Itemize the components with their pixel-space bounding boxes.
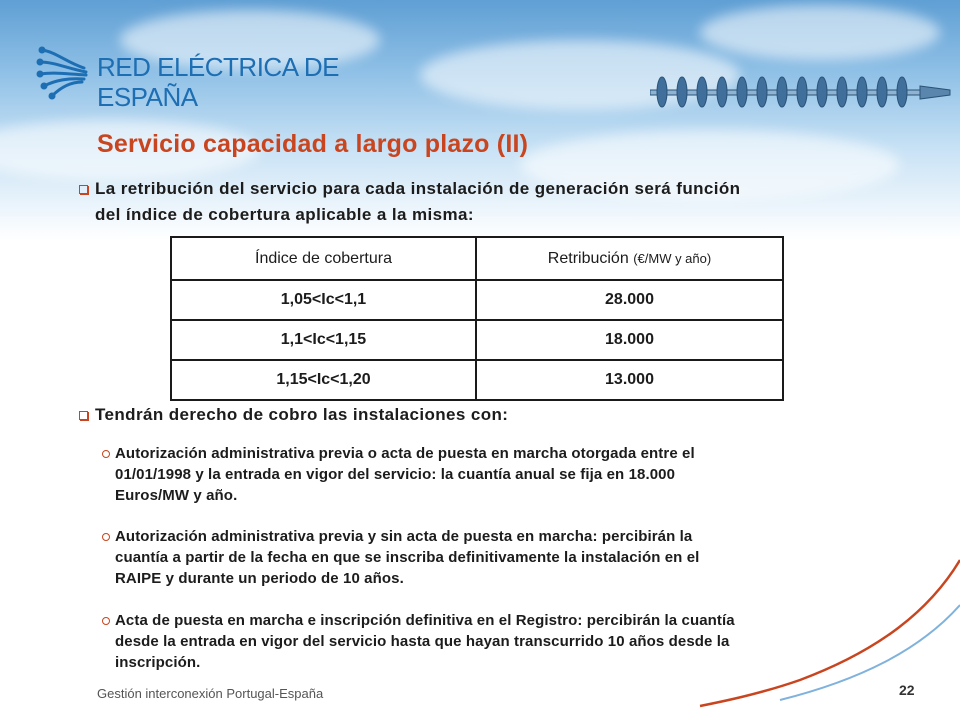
item-3-line-1: Acta de puesta en marcha e inscripción definitiva en el Registro: percibirán la cuantía: [115, 612, 735, 629]
intro-line-1: La retribución del servicio para cada instalación de generación será función: [95, 179, 741, 198]
item-1-line-2: 01/01/1998 y la entrada en vigor del servicio: la cuantía anual se fija en 18.000: [115, 466, 676, 483]
coverage-table: [170, 236, 784, 401]
footer-label: Gestión interconexión Portugal-España: [97, 686, 324, 701]
brand-line-2: ESPAÑA: [97, 82, 198, 112]
item-2-line-1: Autorización administrativa previa y sin acta de puesta en marcha: percibirán la: [115, 528, 693, 545]
ring-bullet-icon: [102, 450, 110, 458]
list-item: [115, 443, 845, 506]
item-1-line-3: Euros/MW y año.: [115, 487, 238, 504]
square-bullet-icon: [79, 185, 88, 194]
page-number: 22: [899, 682, 915, 698]
cell-value: 28.000: [476, 280, 783, 320]
brand-name: [97, 52, 387, 112]
slide-title: Servicio capacidad a largo plazo (II): [97, 130, 529, 158]
list-item: [115, 526, 845, 589]
cell-value: 13.000: [476, 360, 783, 400]
intro-bullet: [95, 176, 875, 228]
cell-index: 1,05<Ic<1,1: [171, 280, 476, 320]
table-row: [171, 320, 783, 360]
table-header-row: [171, 237, 783, 280]
item-3-line-3: inscripción.: [115, 654, 201, 671]
item-2-line-2: cuantía a partir de la fecha en que se inscriba definitivamente la instalación en el: [115, 549, 700, 566]
intro-line-2: del índice de cobertura aplicable a la misma:: [95, 205, 474, 224]
header-index: Índice de cobertura: [171, 237, 476, 280]
item-2-line-3: RAIPE y durante un periodo de 10 años.: [115, 570, 404, 587]
brand-line-1: RED ELÉCTRICA DE: [97, 52, 339, 82]
ring-bullet-icon: [102, 533, 110, 541]
list-item: [115, 610, 845, 673]
cell-index: 1,1<Ic<1,15: [171, 320, 476, 360]
square-bullet-icon: [79, 411, 88, 420]
cell-index: 1,15<Ic<1,20: [171, 360, 476, 400]
table-row: [171, 360, 783, 400]
header-retribution-main: Retribución: [547, 249, 629, 267]
item-3-line-2: desde la entrada en vigor del servicio hasta que hayan transcurrido 10 años desde la: [115, 633, 730, 650]
header-retribution-unit: (€/MW y año): [633, 250, 712, 266]
cell-value: 18.000: [476, 320, 783, 360]
rights-bullet: [95, 402, 875, 428]
ree-logo-icon: [36, 44, 92, 100]
rights-heading: Tendrán derecho de cobro las instalaciones con:: [95, 405, 509, 424]
header-retribution: [476, 237, 783, 280]
ring-bullet-icon: [102, 617, 110, 625]
item-1-line-1: Autorización administrativa previa o acta de puesta en marcha otorgada entre el: [115, 445, 695, 462]
table-row: [171, 280, 783, 320]
insulator-chain-graphic: [650, 72, 960, 112]
